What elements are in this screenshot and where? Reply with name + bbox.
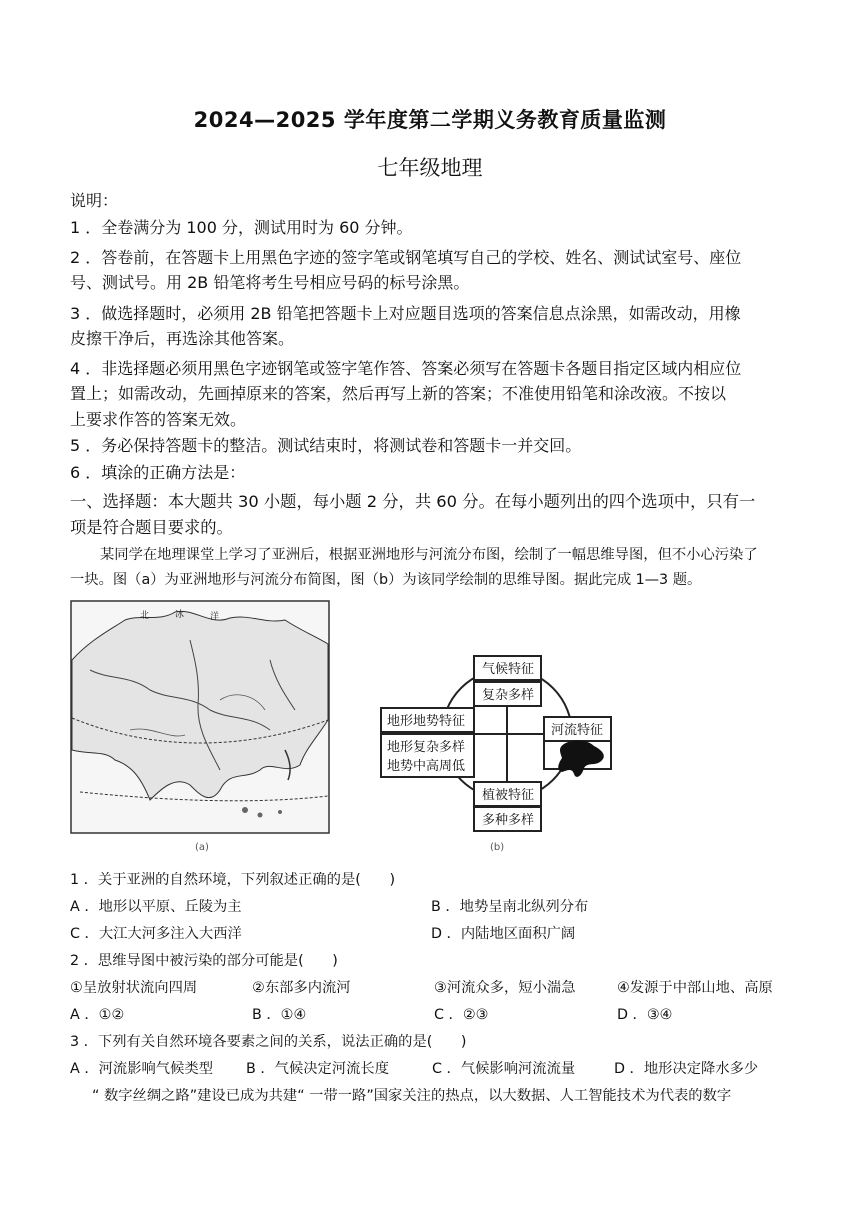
next-passage: “ 数字丝绸之路”建设已成为共建“ 一带一路”国家关注的热点，以大数据、人工智能技术为代表的数字 (92, 1088, 732, 1104)
vegetation-value: 多种多样 (482, 813, 535, 828)
instruction-line: 1 ．全卷满分为 100 分，测试用时为 60 分钟。 (70, 218, 413, 237)
asia-map (71, 601, 329, 853)
instruction-line: 3 ．做选择题时，必须用 2B 铅笔把答题卡上对应题目选项的答案信息点涂黑，如需改动，用橡 (70, 304, 741, 323)
map-label: 洋 (210, 612, 220, 622)
map-label: 北 (140, 611, 150, 621)
option-d: D ．内陆地区面积广阔 (431, 926, 576, 942)
passage-text: 某同学在地理课堂上学习了亚洲后，根据亚洲地形与河流分布图，绘制了一幅思维导图，但不小心污染了 (100, 547, 758, 563)
terrain-box (381, 708, 474, 777)
instruction-line: 置上；如需改动，先画掉原来的答案，然后再写上新的答案；不准使用铅笔和涂改液。不按以 (70, 384, 727, 403)
option-a: A ．①② (70, 1007, 125, 1023)
climate-value: 复杂多样 (482, 688, 535, 703)
option-c: C ．大江大河多注入大西洋 (70, 926, 242, 942)
option-d: D ．地形决定降水多少 (614, 1061, 759, 1077)
option-b: B ．地势呈南北纵列分布 (431, 899, 589, 915)
statement: ④发源于中部山地、高原 (617, 980, 773, 996)
instruction-line: 号、测试号。用 2B 铅笔将考生号相应号码的标号涂黑。 (70, 273, 470, 292)
section-heading: 一、选择题：本大题共 30 小题，每小题 2 分，共 60 分。在每小题列出的四个选项中，只有一 (70, 492, 756, 511)
instruction-line: 皮擦干净后，再选涂其他答案。 (70, 329, 295, 348)
option-b: B ．①④ (252, 1007, 307, 1023)
instruction-line: 5 ．务必保持答题卡的整洁。测试结束时，将测试卷和答题卡一并交回。 (70, 436, 582, 455)
question-stem: 3 ．下列有关自然环境各要素之间的关系，说法正确的是( ) (70, 1034, 467, 1050)
option-a: A ．河流影响气候类型 (70, 1061, 213, 1077)
statement: ①呈放射状流向四周 (70, 980, 198, 996)
vegetation-box (474, 782, 541, 831)
section-heading: 项是符合题目要求的。 (70, 518, 233, 537)
statement: ③河流众多，短小湍急 (434, 980, 576, 996)
question-stem: 2 ．思维导图中被污染的部分可能是( ) (70, 953, 338, 969)
terrain-title: 地形地势特征 (387, 714, 466, 729)
exam-title: 2024—2025 学年度第二学期义务教育质量监测 (193, 108, 667, 132)
map-label: 冰 (175, 610, 185, 620)
instruction-line: 6 ．填涂的正确方法是： (70, 463, 246, 482)
mind-map (381, 656, 611, 853)
caption-a: (a) (195, 842, 209, 853)
river-title: 河流特征 (551, 723, 604, 738)
option-d: D ．③④ (617, 1007, 673, 1023)
terrain-value: 地势中高周低 (387, 759, 466, 774)
statement: ②东部多内流河 (252, 980, 351, 996)
question-stem: 1 ．关于亚洲的自然环境，下列叙述正确的是( ) (70, 872, 396, 888)
terrain-value: 地形复杂多样 (387, 740, 466, 755)
climate-box (474, 656, 541, 706)
exam-subtitle: 七年级地理 (377, 156, 483, 180)
instruction-line: 4 ．非选择题必须用黑色字迹钢笔或签字笔作答、答案必须写在答题卡各题目指定区域内相应位 (70, 359, 742, 378)
instruction-line: 2 ．答卷前，在答题卡上用黑色字迹的签字笔或钢笔填写自己的学校、姓名、测试试室号、座位 (70, 248, 742, 267)
instructions-heading: 说明： (70, 191, 119, 210)
instruction-line: 上要求作答的答案无效。 (70, 410, 247, 429)
option-b: B ．气候决定河流长度 (246, 1061, 390, 1077)
vegetation-title: 植被特征 (482, 788, 535, 803)
option-c: C ．②③ (434, 1007, 489, 1023)
climate-title: 气候特征 (482, 662, 535, 677)
option-c: C ．气候影响河流流量 (432, 1061, 576, 1077)
passage-text: 一块。图（a）为亚洲地形与河流分布简图，图（b）为该同学绘制的思维导图。据此完成 1—3 题。 (70, 572, 702, 588)
figure (70, 600, 620, 858)
option-a: A ．地形以平原、丘陵为主 (70, 899, 242, 915)
caption-b: (b) (490, 842, 505, 853)
figure-svg (70, 600, 620, 858)
